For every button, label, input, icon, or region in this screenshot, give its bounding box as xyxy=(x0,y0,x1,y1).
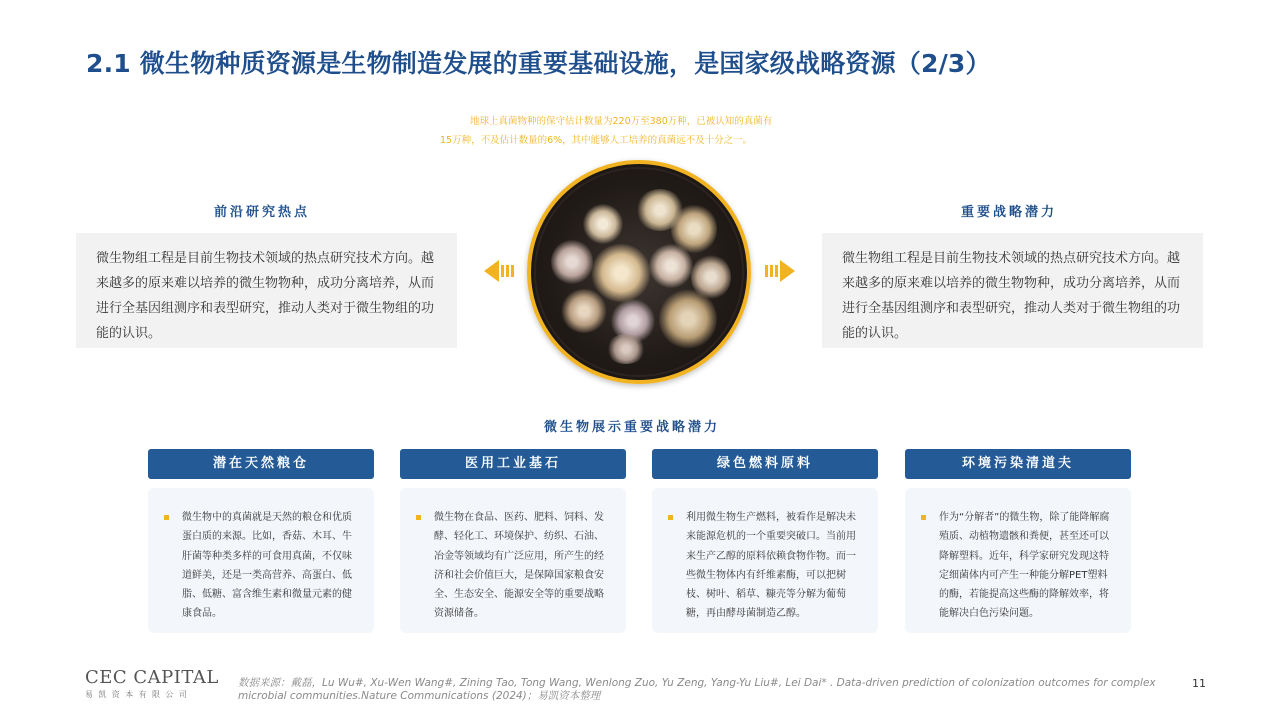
caption-line-1: 地球上真菌物种的保守估计数量为220万至380万种，已被认知的真菌有 xyxy=(470,116,773,127)
card-body-fuel xyxy=(652,488,878,633)
card-body-environment xyxy=(905,488,1131,633)
card-header-grain: 潜在天然粮仓 xyxy=(148,449,374,479)
colony xyxy=(659,289,717,349)
caption-line-2: 15万种，不及估计数量的6%，其中能够人工培养的真菌远不及十分之一。 xyxy=(440,135,753,146)
colony xyxy=(561,289,607,333)
logo-main-text: CEC CAPITAL xyxy=(85,667,219,688)
card-text: 作为“分解者”的微生物，除了能降解腐殖质、动植物遗骸和粪便，甚至还可以降解塑料。近年，科学家研究发现这特定细菌体内可产生一种能分解PET塑料的酶，若能提高这些酶的降解效率，将能解决白色污染问题。 xyxy=(939,512,1110,620)
square-bullet-icon xyxy=(921,515,926,520)
middle-section-heading: 微生物展示重要战略潜力 xyxy=(544,420,721,435)
card-header-industry: 医用工业基石 xyxy=(400,449,626,479)
card-header-environment: 环境污染清道夫 xyxy=(905,449,1131,479)
square-bullet-icon xyxy=(416,515,421,520)
left-section-heading: 前沿研究热点 xyxy=(214,205,311,220)
colony xyxy=(551,239,593,285)
right-panel xyxy=(822,233,1203,348)
card-body-grain xyxy=(148,488,374,633)
arrow-left-icon xyxy=(484,260,514,282)
right-panel-text: 微生物组工程是目前生物技术领域的热点研究技术方向。越来越多的原来难以培养的微生物物种，成功分离培养，从而进行全基因组测序和表型研究，推动人类对于微生物组的功能的认识。 xyxy=(842,251,1181,341)
square-bullet-icon xyxy=(668,515,673,520)
card-text: 微生物中的真菌就是天然的粮仓和优质蛋白质的来源。比如，香菇、木耳、牛肝菌等种类多样的可食用真菌，不仅味道鲜美，还是一类高营养、高蛋白、低脂、低糖、富含维生素和微量元素的健康食品。 xyxy=(182,512,352,620)
square-bullet-icon xyxy=(164,515,169,520)
colony xyxy=(606,334,646,364)
petri-dish-image xyxy=(527,160,751,384)
colony xyxy=(649,244,693,288)
right-section-heading: 重要战略潜力 xyxy=(961,205,1058,220)
card-body-industry xyxy=(400,488,626,633)
colony xyxy=(583,204,623,244)
logo-sub-text: 易凯资本有限公司 xyxy=(85,690,193,699)
card-text: 微生物在食品、医药、肥料、饲料、发酵、轻化工、环境保护、纺织、石油、冶金等领域均有广泛应用，所产生的经济和社会价值巨大，是保障国家粮食安全、生态安全、能源安全等的重要战略资源储备。 xyxy=(434,512,604,620)
colony xyxy=(591,244,651,302)
left-panel xyxy=(76,233,457,348)
dish-caption xyxy=(440,112,840,150)
data-source-note: 数据来源：戴磊，Lu Wu#, Xu-Wen Wang#, Zining Tao, Tong Wang, Wenlong Zuo, Yu Zeng, Yang-Yu Liu#, Lei Dai* . Data-driven prediction of colonization outcomes for complex microbial communities.Nature Communications (2024)；易凯资本整理 xyxy=(238,677,1156,702)
page-number: 11 xyxy=(1192,677,1206,690)
company-logo xyxy=(85,667,219,700)
card-header-fuel: 绿色燃料原料 xyxy=(652,449,878,479)
arrow-right-icon xyxy=(765,260,795,282)
left-panel-text: 微生物组工程是目前生物技术领域的热点研究技术方向。越来越多的原来难以培养的微生物物种，成功分离培养，从而进行全基因组测序和表型研究，推动人类对于微生物组的功能的认识。 xyxy=(96,251,435,341)
page-title: 2.1 微生物种质资源是生物制造发展的重要基础设施，是国家级战略资源（2/3） xyxy=(86,49,991,78)
card-text: 利用微生物生产燃料，被看作是解决未来能源危机的一个重要突破口。当前用来生产乙醇的原料依赖食物作物。而一些微生物体内有纤维素酶，可以把树枝、树叶、稻草、糠壳等分解为葡萄糖，再由酵母菌制造乙醇。 xyxy=(686,512,856,620)
